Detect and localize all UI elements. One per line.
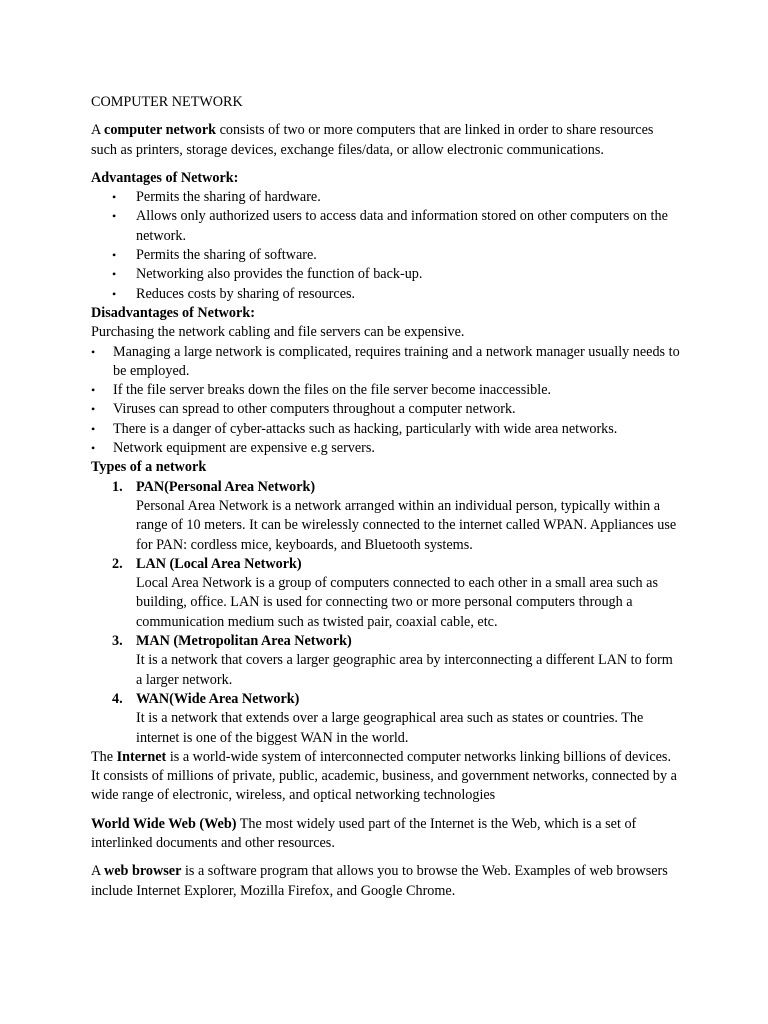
bullet-icon: •: [91, 344, 96, 359]
type-name: LAN (Local Area Network): [136, 555, 302, 572]
item-number: 3.: [112, 633, 123, 650]
list-item: [91, 400, 681, 419]
www-post: The most widely used part of the Internet is the Web, which is a set of interlinked documents and other resources.: [91, 815, 637, 851]
bullet-icon: •: [91, 441, 96, 456]
network-type-item: [112, 690, 681, 748]
type-description: It is a network that extends over a large geographical area such as states or countries. The internet is one of the biggest WAN in the world.: [136, 710, 644, 746]
type-name: PAN(Personal Area Network): [136, 478, 316, 495]
internet-post: is a world-wide system of interconnected computer networks linking billions of devices. It consists of millions of private, public, academic, business, and government networks, connected by a wide range of electronic, wireless, and optical networking technologies: [91, 748, 677, 804]
list-item: [112, 207, 681, 246]
browser-term: web browser: [104, 863, 182, 880]
list-item: [112, 285, 681, 304]
intro-post: consists of two or more computers that are linked in order to share resources such as printers, storage devices, exchange files/data, or allow electronic communications.: [91, 122, 654, 158]
internet-pre: The: [91, 748, 117, 765]
browser-pre: A: [91, 863, 105, 880]
list-item-text: Network equipment are expensive e.g servers.: [113, 440, 375, 457]
list-item-text: If the file server breaks down the files on the file server become inaccessible.: [113, 382, 552, 399]
list-item-text: Permits the sharing of hardware.: [136, 189, 321, 206]
type-description: It is a network that covers a larger geographic area by interconnecting a different LAN to form a larger network.: [136, 652, 673, 688]
internet-paragraph: [91, 748, 681, 806]
bullet-icon: •: [112, 209, 117, 224]
list-item: [112, 188, 681, 207]
www-paragraph: [91, 815, 681, 854]
item-number: 4.: [112, 690, 123, 707]
list-item-text: There is a danger of cyber-attacks such as hacking, particularly with wide area networks.: [113, 420, 618, 437]
network-type-item: [112, 555, 681, 632]
list-item: [91, 381, 681, 400]
intro-paragraph: [91, 121, 681, 160]
advantages-heading: Advantages of Network:: [91, 169, 239, 186]
type-description: Local Area Network is a group of computers connected to each other in a small area such as building, office. LAN is used for connecting two or more personal computers through a communication medium such as twisted pair, coaxial cable, etc.: [136, 575, 658, 630]
document-page: [91, 93, 681, 901]
bullet-icon: •: [112, 286, 117, 301]
bullet-icon: •: [91, 421, 96, 436]
disadvantages-lead: Purchasing the network cabling and file servers can be expensive.: [91, 324, 465, 341]
disadvantages-heading: Disadvantages of Network:: [91, 304, 255, 321]
bullet-icon: •: [91, 402, 96, 417]
list-item-text: Permits the sharing of software.: [136, 247, 317, 264]
bullet-icon: •: [91, 383, 96, 398]
list-item: [91, 343, 681, 382]
network-type-item: [112, 478, 681, 555]
list-item: [91, 439, 681, 458]
type-name: MAN (Metropolitan Area Network): [136, 633, 352, 650]
bullet-icon: •: [112, 267, 117, 282]
list-item: [112, 265, 681, 284]
browser-paragraph: [91, 862, 681, 901]
type-description: Personal Area Network is a network arranged within an individual person, typically within a range of 10 meters. It can be wirelessly connected to the internet called WPAN. Appliances use for PAN: cordless mice, keyboards, and Bluetooth systems.: [136, 497, 677, 553]
advantages-list: [91, 188, 681, 304]
browser-post: is a software program that allows you to browse the Web. Examples of web browsers include Internet Explorer, Mozilla Firefox, and Google Chrome.: [91, 863, 668, 899]
list-item-text: Allows only authorized users to access data and information stored on other computers on the network.: [136, 208, 668, 244]
list-item: [112, 246, 681, 265]
bullet-icon: •: [112, 190, 117, 205]
intro-pre: A: [91, 122, 105, 139]
internet-term: Internet: [116, 748, 167, 765]
types-heading: Types of a network: [91, 459, 207, 476]
item-number: 2.: [112, 555, 123, 572]
document-title: COMPUTER NETWORK: [91, 94, 243, 110]
list-item-text: Viruses can spread to other computers throughout a computer network.: [113, 401, 516, 418]
list-item-text: Reduces costs by sharing of resources.: [136, 285, 356, 302]
disadvantages-list: [91, 343, 681, 459]
list-item-text: Managing a large network is complicated, requires training and a network manager usually needs to be employed.: [113, 343, 680, 379]
item-number: 1.: [112, 478, 123, 495]
www-term: World Wide Web (Web): [91, 815, 237, 832]
type-name: WAN(Wide Area Network): [136, 690, 300, 707]
types-list: [91, 478, 681, 748]
list-item-text: Networking also provides the function of back-up.: [136, 266, 423, 283]
bullet-icon: •: [112, 248, 117, 263]
network-type-item: [112, 632, 681, 690]
intro-term: computer network: [104, 122, 217, 139]
list-item: [91, 420, 681, 439]
